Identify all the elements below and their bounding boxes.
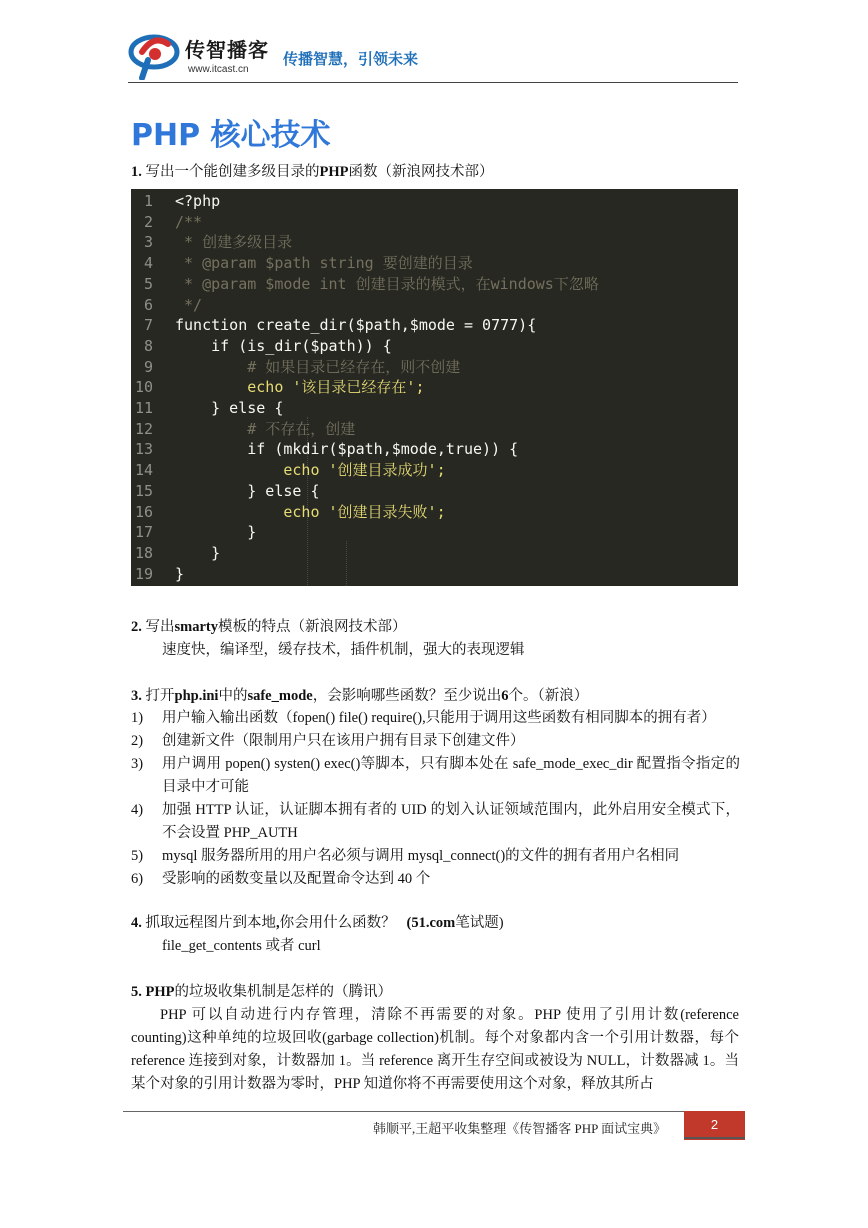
- question-number: 2.: [131, 619, 142, 635]
- code-line: 11 } else {: [134, 399, 284, 417]
- code-line: 16 echo '创建目录失败';: [134, 502, 446, 521]
- code-line: 19 }: [134, 564, 185, 583]
- question-text: 的垃圾收集机制是怎样的（腾讯）: [174, 984, 392, 1000]
- question-text: 你会用什么函数？: [279, 915, 396, 931]
- question-text: 中的: [218, 688, 248, 704]
- question-bold: php.ini: [174, 688, 219, 704]
- page-number-badge: [684, 1111, 745, 1140]
- page-title: PHP 核心技术: [131, 118, 331, 153]
- answer-5: PHP 可以自动进行内存管理，清除不再需要的对象。PHP 使用了引用计数(reference counting)这种单纯的垃圾回收(garbage collection)机制。每个对象都内含一个引用计数器，每个 reference 连接到对象，计数器加 1。当 reference 离开生存空间或被设为 NULL，计数器减 1。当某个对象的引用计数器为零时，PHP 知道你将不再需要使用这个对象，释放其所占: [131, 1007, 739, 1092]
- list-text: 创建新文件（限制用户只在该用户拥有目录下创建文件）: [162, 733, 525, 749]
- question-number: 1.: [131, 164, 142, 180]
- list-text: 加强 HTTP 认证，认证脚本拥有者的 UID 的划入认证领域范围内，此外启用安全模式下，不会设置 PHP_AUTH: [162, 802, 740, 841]
- question-2: [131, 617, 407, 637]
- list-number: 6): [131, 871, 144, 887]
- question-5: [131, 982, 392, 1002]
- page-header: [128, 26, 738, 84]
- list-text: 受影响的函数变量以及配置命令达到 40 个: [162, 871, 431, 887]
- code-line: 6 */: [143, 295, 203, 314]
- code-line: 17 }: [134, 523, 257, 542]
- code-block: [131, 189, 738, 586]
- itcast-logo-icon: [128, 30, 182, 80]
- list-number: 1): [131, 710, 144, 726]
- question-bold: ,: [276, 915, 280, 931]
- logo-url: www.itcast.cn: [188, 64, 249, 75]
- list-number: 3): [131, 756, 144, 772]
- code-line: 5 * @param $mode int 创建目录的模式，在windows下忽略: [143, 274, 599, 293]
- question-number: 5.: [131, 984, 142, 1000]
- question-text: ，会影响哪些函数？至少说出: [312, 688, 502, 704]
- question-3: [131, 686, 588, 706]
- question-4: [131, 913, 504, 933]
- logo-text: 传智播客: [185, 38, 269, 62]
- code-line: 3 * 创建多级目录: [143, 233, 293, 252]
- code-line: 13 if (mkdir($path,$mode,true)) {: [134, 440, 519, 459]
- list-text: mysql 服务器所用的用户名必须与调用 mysql_connect()的文件的拥有者用户名相同: [162, 848, 680, 864]
- question-text: 笔试题): [455, 915, 504, 931]
- slogan: 传播智慧，引领未来: [283, 50, 419, 68]
- footer-divider: [123, 1111, 745, 1112]
- question-1: [131, 162, 494, 182]
- question-text: 写出: [145, 619, 175, 635]
- code-line: 9 # 如果目录已经存在，则不创建: [143, 357, 461, 376]
- question-text: 函数（新浪网技术部）: [348, 164, 494, 180]
- question-bold: smarty: [174, 619, 218, 635]
- list-text: 用户输入输出函数（fopen() file() require(),只能用于调用这些函数有相同脚本的拥有者）: [162, 710, 716, 726]
- code-line: 12 # 不存在，创建: [134, 419, 356, 438]
- question-text: 抓取远程图片到本地: [145, 915, 276, 931]
- question-number: 3.: [131, 688, 142, 704]
- code-line: 15 } else {: [134, 481, 320, 500]
- question-number: 4.: [131, 915, 142, 931]
- answer-4: file_get_contents 或者 curl: [162, 938, 321, 954]
- list-text: 用户调用 popen() systen() exec()等脚本，只有脚本处在 safe_mode_exec_dir 配置指令指定的目录中才可能: [162, 756, 740, 795]
- code-line: 14 echo '创建目录成功';: [134, 461, 446, 480]
- code-line: 10 echo '该目录已经存在';: [134, 378, 425, 397]
- question-bold: (51.com: [406, 915, 456, 931]
- code-line: 1 <?php: [143, 192, 221, 210]
- question-bold: PHP: [145, 984, 175, 1000]
- code-line: 7 function create_dir($path,$mode = 0777){: [143, 316, 537, 335]
- page-number-underline: [684, 1137, 745, 1139]
- question-bold: safe_mode: [247, 688, 313, 704]
- code-line: 2 /**: [143, 212, 203, 231]
- question-text: 打开: [145, 688, 175, 704]
- answer-2: 速度快，编译型，缓存技术，插件机制，强大的表现逻辑: [162, 642, 525, 658]
- code-line: 8 if (is_dir($path)) {: [143, 336, 392, 355]
- list-number: 5): [131, 848, 144, 864]
- page-number: 2: [710, 1117, 719, 1132]
- list-number: 4): [131, 802, 144, 818]
- header-divider: [128, 82, 738, 83]
- code-line: 18 }: [134, 543, 221, 562]
- question-text: 写出一个能创建多级目录的: [145, 164, 320, 180]
- question-bold: 6: [501, 688, 509, 704]
- footer-text: 韩顺平,王超平收集整理《传智播客 PHP 面试宝典》: [373, 1121, 667, 1136]
- list-number: 2): [131, 733, 144, 749]
- question-text: 个。（新浪）: [508, 688, 589, 704]
- question-bold: PHP: [319, 164, 349, 180]
- code-line: 4 * @param $path string 要创建的目录: [143, 254, 473, 273]
- question-text: 模板的特点（新浪网技术部）: [218, 619, 407, 635]
